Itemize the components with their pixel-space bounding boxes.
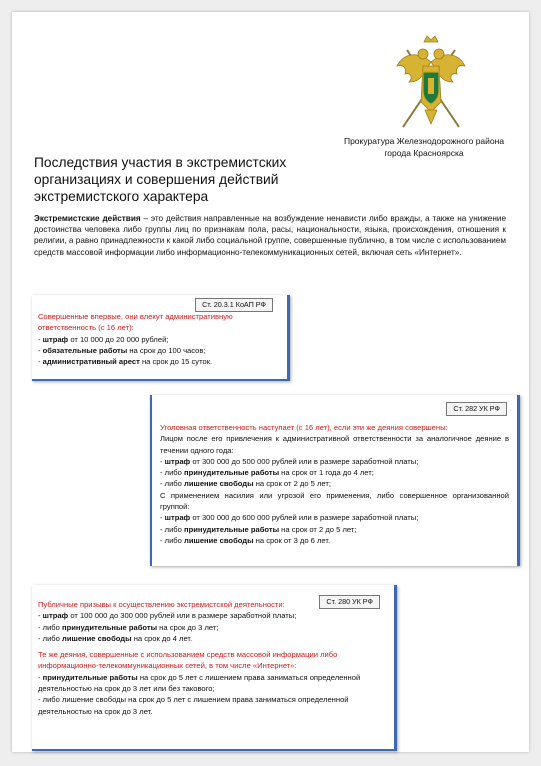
penalty-item: - принудительные работы на срок до 5 лет с лишением права заниматься определенной деятельностью на срок до 3 лет или без такового; — [38, 672, 361, 694]
office-line-1: Прокуратура Железнодорожного района — [343, 136, 505, 146]
intro-paragraph — [34, 213, 506, 258]
penalty-item: - штраф от 300 000 до 500 000 рублей или в размере заработной платы; — [160, 456, 419, 466]
intro-term: Экстремистские действия — [34, 214, 141, 223]
condition-paragraph: С применением насилия или угрозой его применения, либо совершенное организованной группой: — [160, 490, 509, 512]
box-heading: Публичные призывы к осуществлению экстремистской деятельности: — [38, 600, 285, 609]
page-title: Последствия участия в экстремистских организациях и совершения действий экстремистского характера — [34, 155, 287, 204]
penalty-item: - штраф от 10 000 до 20 000 рублей; — [38, 334, 169, 344]
administrative-liability-box — [32, 295, 290, 381]
article-tag: Ст. 282 УК РФ — [446, 402, 507, 416]
prosecutor-office-name — [324, 136, 524, 159]
box-content — [38, 599, 386, 717]
box-heading: Совершенные впервые, они влекут административную ответственность (с 16 лет): — [38, 312, 233, 333]
condition-paragraph: Лицом после его привлечения к административной ответственности за аналогичное деяние в течении одного года: — [160, 434, 509, 455]
penalty-item: - либо лишение свободы на срок до 5 лет с лишением права заниматься определенной деятельностью на срок до 3 лет. — [38, 695, 349, 716]
article-tag: Ст. 20.3.1 КоАП РФ — [195, 298, 273, 312]
office-line-2: города Красноярска — [384, 147, 464, 158]
penalty-item: - либо принудительные работы на срок от 1 года до 4 лет; — [160, 468, 374, 478]
penalty-item: - либо лишение свободы на срок от 2 до 5 лет; — [160, 479, 331, 489]
box-subheading: Те же деяния, совершенные с использованием средств массовой информации либо информационно-телекоммуникационных сетей, в том числе «Интернет»: — [38, 650, 338, 671]
box-content — [160, 422, 509, 546]
penalty-item: - штраф от 100 000 до 300 000 рублей или в размере заработной платы; — [38, 611, 297, 621]
article-tag: Ст. 280 УК РФ — [319, 595, 380, 609]
penalty-item: - либо принудительные работы на срок от 2 до 5 лет; — [160, 524, 357, 534]
box-heading: Уголовная ответственность наступает (с 16 лет), если эти же деяния совершены: — [160, 423, 448, 432]
criminal-liability-280-box — [32, 585, 397, 751]
penalty-item: - административный арест на срок до 15 суток. — [38, 357, 213, 367]
criminal-liability-282-box — [150, 395, 520, 566]
prosecutor-emblem-icon — [393, 32, 469, 134]
document-page — [12, 12, 529, 752]
box-content — [38, 311, 281, 367]
intro-text: – это действия направленные на возбуждение ненависти либо вражды, а также на унижение достоинства человека либо группы лиц по признакам пола, расы, национальности, языка, происхождения, отношения к религии, а равно принадлежности к какой либо социальной группе, совершенные публично, в том числе с использованием средств массовой информации либо информационно-телекоммуникационных сетей, включая сеть «Интернет». — [34, 214, 506, 257]
penalty-item: - либо принудительные работы на срок до 3 лет; — [38, 622, 219, 632]
penalty-item: - штраф от 300 000 до 600 000 рублей или в размере заработной платы; — [160, 513, 419, 523]
penalty-item: - обязательные работы на срок до 100 часов; — [38, 345, 206, 355]
penalty-item: - либо лишение свободы на срок от 3 до 6 лет. — [160, 535, 331, 545]
penalty-item: - либо лишение свободы на срок до 4 лет. — [38, 633, 193, 643]
